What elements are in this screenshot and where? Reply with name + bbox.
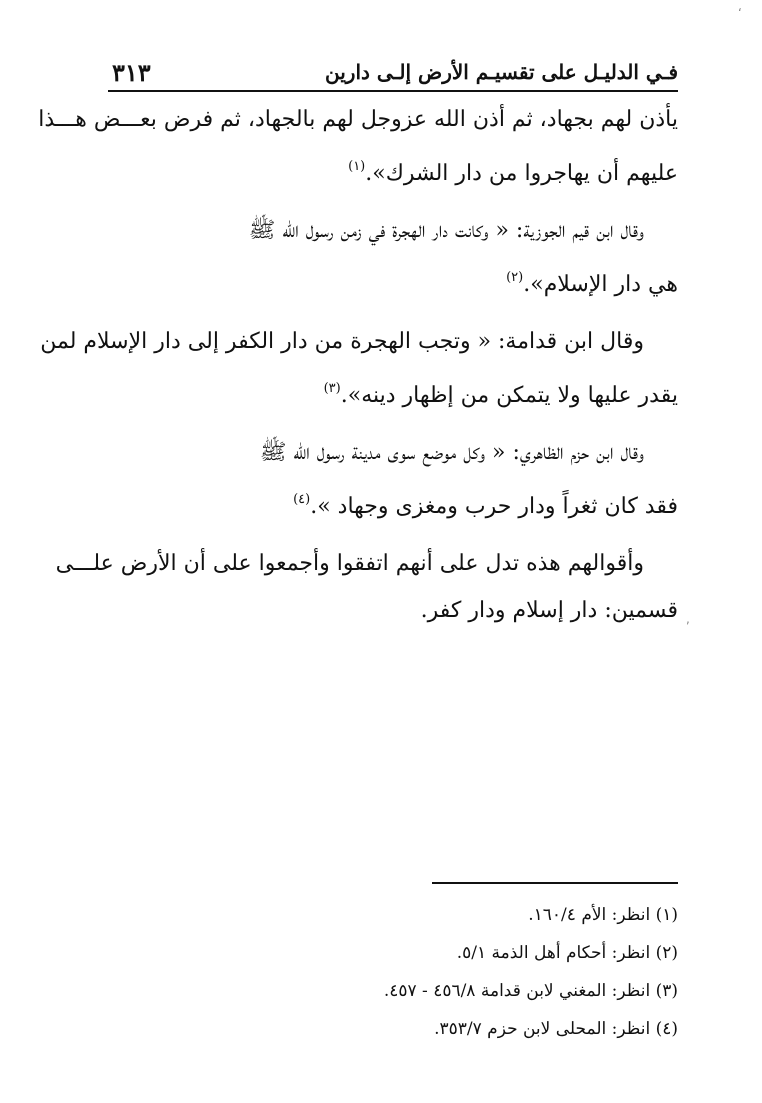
header-rule [108,90,678,92]
footnote-ref-2: (٢) [506,270,524,285]
running-header-title: فـي الدليـل على تقسيـم الأرض إلـى دارين [325,60,678,84]
paragraph-4-line-2 [108,476,678,530]
footnote-ref-4: (٤) [293,492,311,507]
running-header [108,56,678,92]
paragraph-1-line-2-text: عليهم أن يهاجروا من دار الشرك». [365,161,678,186]
paragraph-2 [108,207,678,308]
footnote-separator [432,882,678,884]
paragraph-2-line-2-text: هي دار الإسلام». [523,272,678,297]
paragraph-5-line-1: وأقوالهم هذه تدل على أنهم اتفقوا وأجمعوا على أن الأرض علـــى [55,551,644,576]
footnote-3: (٣) انظر: المغني لابن قدامة ٤٥٦/٨ - ٤٥٧. [383,981,678,1001]
paragraph-2-line-2 [108,254,678,308]
scan-speck: , [686,612,690,626]
paragraph-3-line-1: وقال ابن قدامة: « وتجب الهجرة من دار الكفر إلى دار الإسلام لمن [40,329,644,354]
paragraph-4-line-2-text: فقد كان ثغراً ودار حرب ومغزى وجهاد ». [310,494,678,519]
footnotes [108,896,678,1048]
paragraph-2-line-1: وقال ابن قيم الجوزية: « وكانت دار الهجرة في زمن رسول الله ﷺ [248,218,644,243]
page-number: ٣١٣ [112,58,151,87]
footnote-2: (٢) انظر: أحكام أهل الذمة ٥/١. [456,943,678,963]
footnote-1: (١) انظر: الأم ١٦٠/٤. [528,905,678,925]
paragraph-3 [40,318,678,419]
paragraph-4 [108,429,678,530]
paragraph-5-line-2: قسمين: دار إسلام ودار كفر. [420,598,678,623]
paragraph-1 [38,96,678,197]
paragraph-3-line-2-text: يقدر عليها ولا يتمكن من إظهار دينه». [340,383,678,408]
footnote-4: (٤) انظر: المحلى لابن حزم ٣٥٣/٧. [434,1019,678,1039]
paragraph-3-line-2 [108,365,678,419]
paragraph-4-line-1: وقال ابن حزم الظاهري: « وكل موضع سوى مدينة رسول الله ﷺ [259,440,644,465]
footnote-ref-3: (٣) [323,381,341,396]
paragraph-1-line-1: يأذن لهم بجهاد، ثم أذن الله عزوجل لهم بالجهاد، ثم فرض بعـــض هـــذا [38,107,678,132]
paragraph-5 [55,540,678,634]
footnote-ref-1: (١) [348,159,366,174]
scan-speck: ‘ [738,6,742,20]
paragraph-1-line-2 [108,143,678,197]
main-text [38,96,678,644]
